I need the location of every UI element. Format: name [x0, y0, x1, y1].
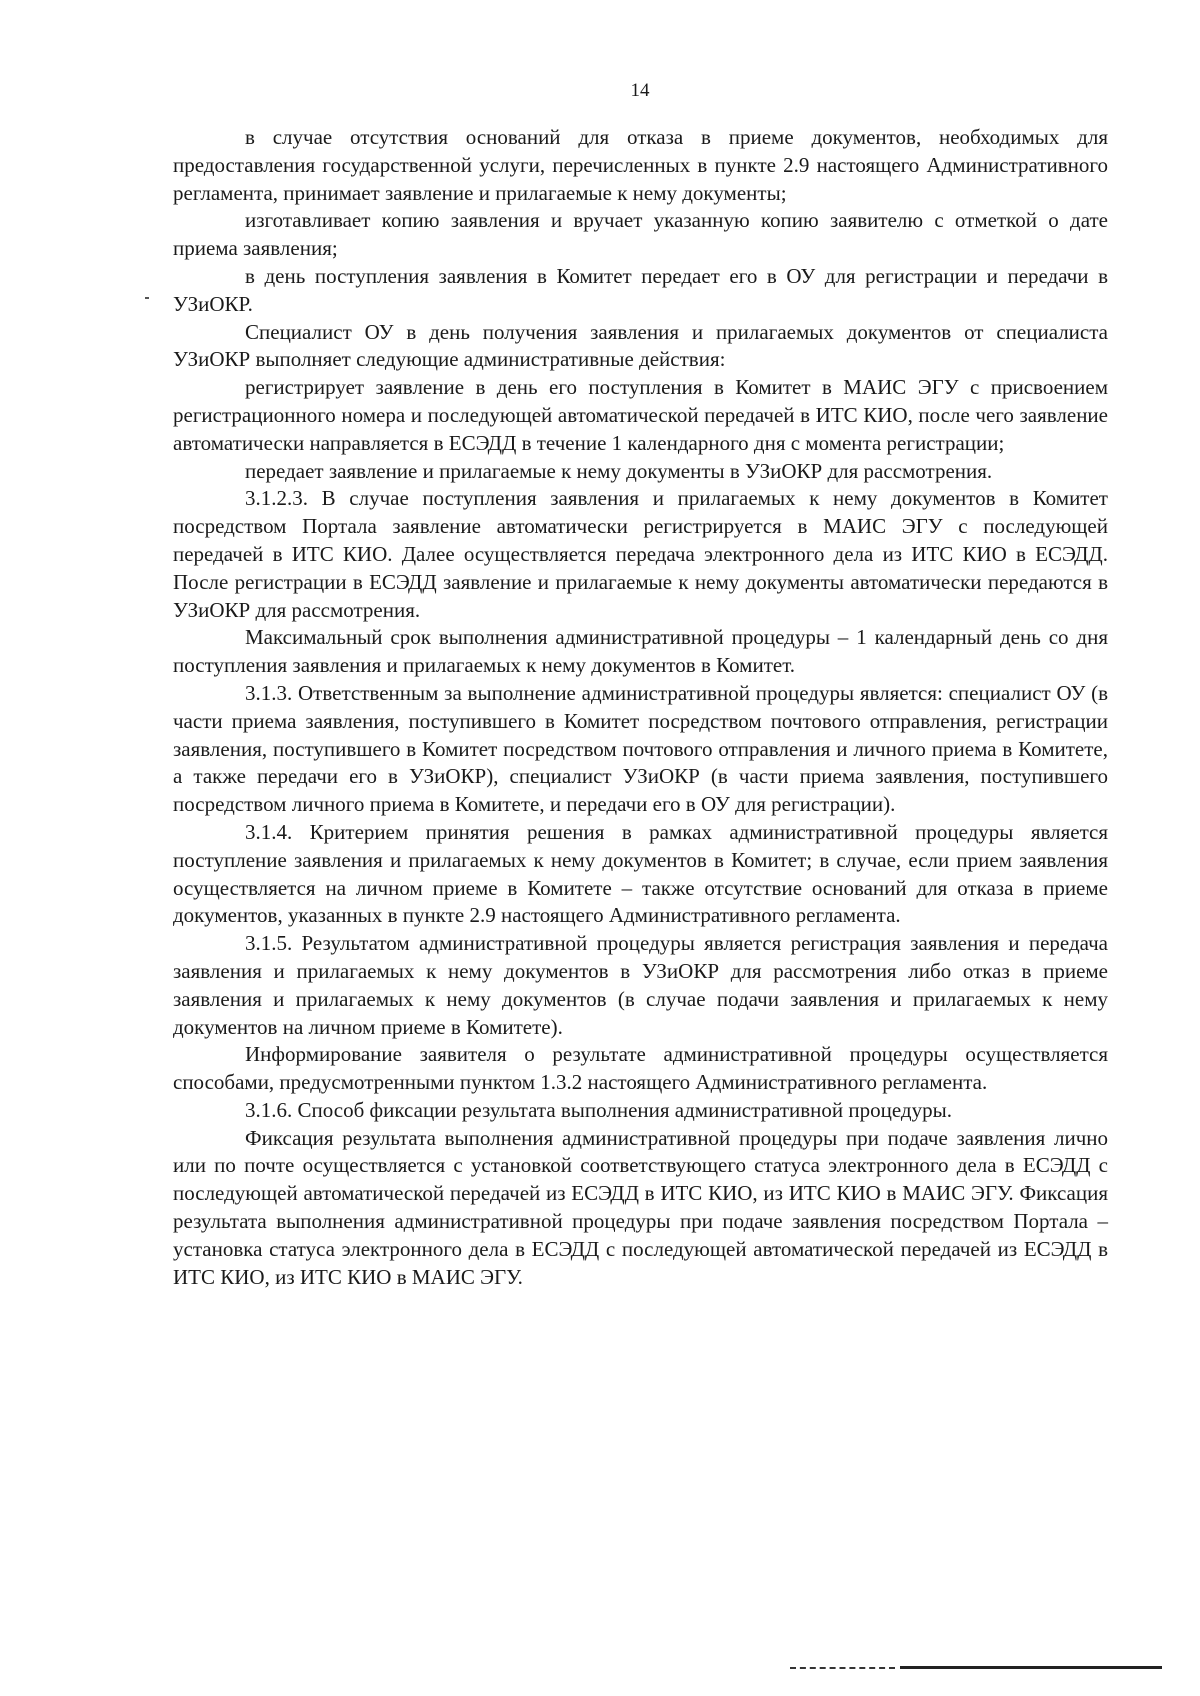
paragraph: 3.1.5. Результатом административной процедуры является регистрация заявления и передача заявления и прилагаемых к нему документов в УЗиОКР для рассмотрения либо отказ в приеме заявления и прилагаемых к нему документов (в случае подачи заявления и прилагаемых к нему документов на личном приеме в Комитете). — [173, 931, 1108, 1039]
document-body — [173, 124, 1108, 1291]
paragraph: 3.1.6. Способ фиксации результата выполнения административной процедуры. — [245, 1097, 952, 1122]
paragraph: в день поступления заявления в Комитет передает его в ОУ для регистрации и передачи в УЗиОКР. — [173, 263, 1108, 316]
page-number: 14 — [630, 80, 650, 101]
footer-dashed-line — [790, 1667, 895, 1669]
paragraph: 3.1.4. Критерием принятия решения в рамках административной процедуры является поступление заявления и прилагаемых к нему документов в Комитет; в случае, если прием заявления осуществляется на личном приеме в Комитете – также отсутствие оснований для отказа в приеме документов, указанных в пункте 2.9 настоящего Административного регламента. — [173, 819, 1108, 928]
paragraph: изготавливает копию заявления и вручает указанную копию заявителю с отметкой о дате приема заявления; — [173, 208, 1108, 261]
paragraph: в случае отсутствия оснований для отказа в приеме документов, необходимых для предоставления государственной услуги, перечисленных в пункте 2.9 настоящего Административного регламента, принимает заявление и прилагаемые к нему документы; — [173, 125, 1108, 205]
paragraph: передает заявление и прилагаемые к нему документы в УЗиОКР для рассмотрения. — [245, 458, 993, 483]
paragraph: 3.1.2.3. В случае поступления заявления и прилагаемых к нему документов в Комитет посредством Портала заявление автоматически регистрируется в МАИС ЭГУ с последующей передачей в ИТС КИО. Далее осуществляется передача электронного дела из ИТС КИО в ЕСЭДД. После регистрации в ЕСЭДД заявление и прилагаемые к нему документы автоматически передаются в УЗиОКР для рассмотрения. — [173, 486, 1108, 622]
footer-rule — [900, 1666, 1162, 1669]
paragraph: Максимальный срок выполнения административной процедуры – 1 календарный день со дня поступления заявления и прилагаемых к нему документов в Комитет. — [173, 625, 1108, 678]
paragraph: Специалист ОУ в день получения заявления и прилагаемых документов от специалиста УЗиОКР выполняет следующие административные действия: — [173, 319, 1108, 372]
margin-mark — [145, 297, 149, 299]
paragraph: Информирование заявителя о результате административной процедуры осуществляется способами, предусмотренными пунктом 1.3.2 настоящего Административного регламента. — [173, 1042, 1108, 1095]
paragraph: регистрирует заявление в день его поступления в Комитет в МАИС ЭГУ с присвоением регистрационного номера и последующей автоматической передачей в ИТС КИО, после чего заявление автоматически направляется в ЕСЭДД в течение 1 календарного дня с момента регистрации; — [173, 375, 1108, 455]
paragraph: 3.1.3. Ответственным за выполнение административной процедуры является: специалист ОУ (в части приема заявления, поступившего в Комитет посредством почтового отправления, регистрации заявления, поступившего в Комитет посредством почтового отправления и личного приема в Комитете, а также передачи его в УЗиОКР), специалист УЗиОКР (в части приема заявления, поступившего посредством личного приема в Комитете, и передачи его в ОУ для регистрации). — [173, 680, 1108, 817]
paragraph: Фиксация результата выполнения административной процедуры при подаче заявления лично или по почте осуществляется с установкой соответствующего статуса электронного дела в ЕСЭДД с последующей автоматической передачей из ЕСЭДД в ИТС КИО, из ИТС КИО в МАИС ЭГУ. Фиксация результата выполнения административной процедуры при подаче заявления посредством Портала – установка статуса электронного дела в ЕСЭДД с последующей автоматической передачей из ЕСЭДД в ИТС КИО, из ИТС КИО в МАИС ЭГУ. — [173, 1125, 1108, 1289]
